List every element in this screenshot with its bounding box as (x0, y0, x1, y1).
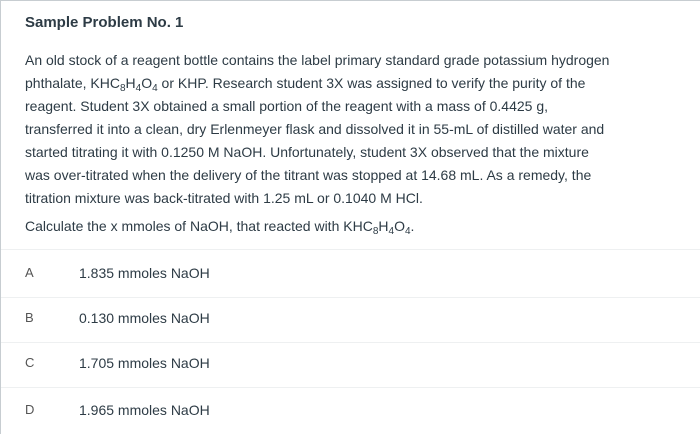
subscript: 4 (152, 83, 158, 94)
paragraph-line-4: transferred it into a clean, dry Erlenmeyer flask and dissolved it in 55-mL of distilled water and (25, 121, 605, 137)
answer-text: 1.835 mmoles NaOH (79, 265, 210, 281)
answer-letter: A (25, 265, 34, 280)
question-title: Sample Problem No. 1 (25, 14, 184, 31)
subscript: 8 (372, 226, 379, 237)
answer-option-d[interactable] (1, 390, 700, 434)
paragraph-line-2: phthalate, $KHC_8H_4O_4$ or KHP. Research student 3X was assigned to verify the purity of the (25, 75, 586, 94)
paragraph-line-7: titration mixture was back-titrated with 1.25 mL or 0.1040 M HCl. (25, 190, 423, 206)
subscript: 4 (135, 83, 142, 94)
answer-option-c[interactable] (1, 343, 700, 387)
paragraph-line-5: started titrating it with 0.1250 M NaOH. Unfortunately, student 3X observed that the mixture (25, 144, 589, 160)
subscript: 4 (404, 226, 411, 237)
answer-text: 0.130 mmoles NaOH (79, 310, 210, 326)
question-prompt: Calculate the x mmoles of NaOH, that reacted with $KHC_8H_4O_4$. (25, 218, 415, 237)
answer-option-b[interactable] (1, 298, 700, 342)
answer-text: 1.705 mmoles NaOH (79, 355, 210, 371)
paragraph-line-3: reagent. Student 3X obtained a small portion of the reagent with a mass of 0.4425 g, (25, 98, 549, 114)
answer-divider (1, 249, 700, 250)
answer-option-a[interactable] (1, 253, 700, 297)
answer-letter: C (25, 355, 35, 370)
paragraph-line-1: An old stock of a reagent bottle contains the label primary standard grade potassium hydrogen (25, 52, 610, 68)
paragraph-line-6: was over-titrated when the delivery of the titrant was stopped at 14.68 mL. As a remedy, the (25, 167, 592, 183)
answer-divider (1, 387, 700, 388)
answer-letter: D (25, 402, 35, 417)
question-paragraph (25, 49, 665, 210)
subscript: 8 (119, 83, 126, 94)
subscript: 4 (388, 226, 395, 237)
answer-letter: B (25, 310, 34, 325)
answer-text: 1.965 mmoles NaOH (79, 402, 210, 418)
